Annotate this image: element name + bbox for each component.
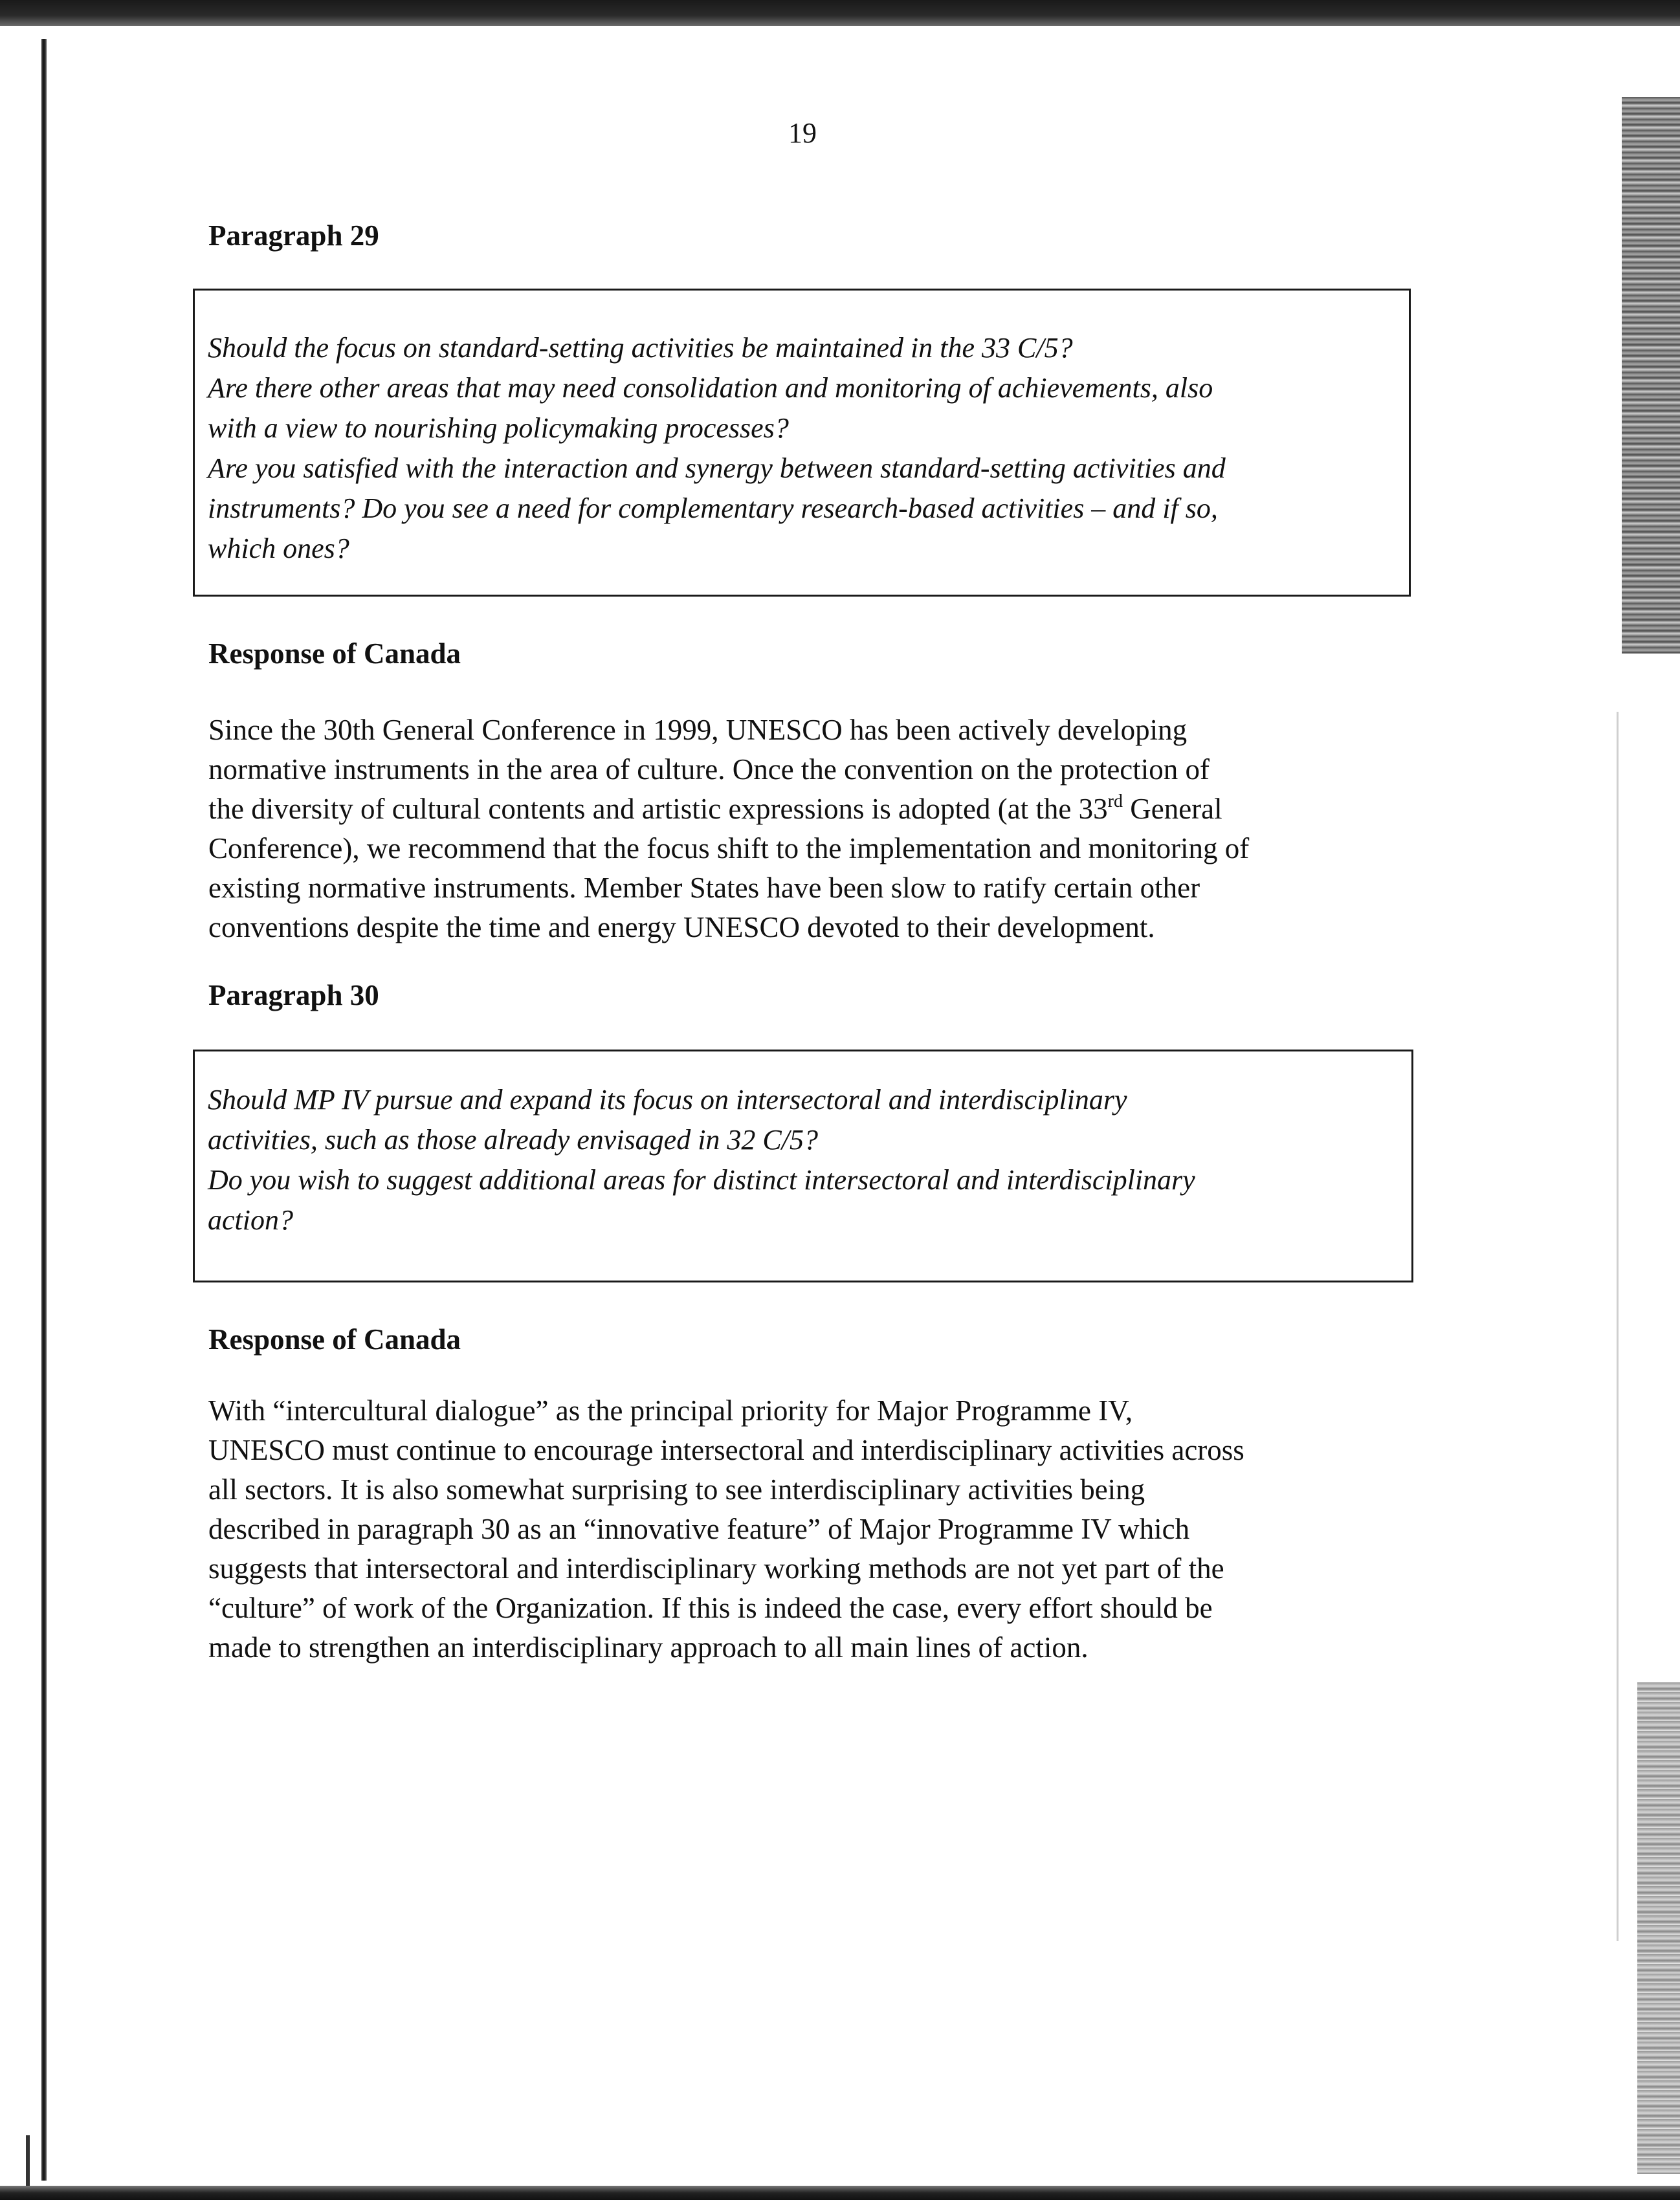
response-line-text: the diversity of cultural contents and artistic expressions is adopted (at the 33 [208,793,1108,825]
response-heading: Response of Canada [208,1323,461,1356]
section-heading-paragraph-30: Paragraph 30 [208,979,379,1011]
scan-noise-right-bottom [1637,1682,1680,2174]
page-number: 19 [788,117,817,149]
question-text [208,328,1402,569]
response-line: described in paragraph 30 as an “innovative feature” of Major Programme IV which [208,1513,1190,1545]
question-line: Should the focus on standard-setting activities be maintained in the 33 C/5? [208,332,1073,364]
section-heading-paragraph-29: Paragraph 29 [208,219,379,252]
response-line: With “intercultural dialogue” as the principal priority for Major Programme IV, [208,1394,1133,1427]
scan-border-left [0,26,9,2187]
question-line: Do you wish to suggest additional areas for distinct intersectoral and interdisciplinary [208,1164,1195,1196]
response-line: “culture” of work of the Organization. If this is indeed the case, every effort should be [208,1592,1213,1624]
question-text [208,1080,1405,1240]
ordinal-superscript: rd [1107,791,1123,811]
question-line: Are you satisfied with the interaction and synergy between standard-setting activities and [208,452,1226,484]
response-line: Since the 30th General Conference in 1999, UNESCO has been actively developing [208,714,1188,746]
response-line-with-superscript [208,789,1438,829]
response-line: conventions despite the time and energy UNESCO devoted to their development. [208,911,1155,943]
response-line: UNESCO must continue to encourage intersectoral and interdisciplinary activities across [208,1434,1244,1466]
scan-border-bottom [0,2186,1680,2200]
question-line: Should MP IV pursue and expand its focus on intersectoral and interdisciplinary [208,1084,1127,1116]
scan-edge-line-left [41,39,47,2181]
scan-noise-right-top [1622,97,1680,654]
response-heading: Response of Canada [208,637,461,670]
response-line: existing normative instruments. Member States have been slow to ratify certain other [208,872,1200,904]
question-line: with a view to nourishing policymaking processes? [208,412,789,444]
question-line: Are there other areas that may need consolidation and monitoring of achievements, also [208,372,1213,404]
response-line: suggests that intersectoral and interdisciplinary working methods are not yet part of the [208,1552,1224,1585]
response-line: all sectors. It is also somewhat surprising to see interdisciplinary activities being [208,1473,1145,1506]
question-box-paragraph-29 [193,289,1411,597]
scan-edge-mark-left [26,2135,30,2187]
response-body [208,710,1438,947]
response-line: normative instruments in the area of culture. Once the convention on the protection of [208,753,1210,786]
question-line: activities, such as those already envisaged in 32 C/5? [208,1124,818,1156]
response-body [208,1391,1438,1667]
question-line: instruments? Do you see a need for complementary research-based activities – and if so, [208,492,1218,524]
scan-border-top [0,0,1680,26]
question-line: which ones? [208,533,349,564]
response-line-text-continued: General [1122,793,1222,825]
question-box-paragraph-30 [193,1050,1413,1282]
question-line: action? [208,1204,293,1236]
scan-edge-line-right [1617,712,1619,1941]
response-line: made to strengthen an interdisciplinary approach to all main lines of action. [208,1631,1089,1664]
response-line: Conference), we recommend that the focus shift to the implementation and monitoring of [208,832,1250,864]
